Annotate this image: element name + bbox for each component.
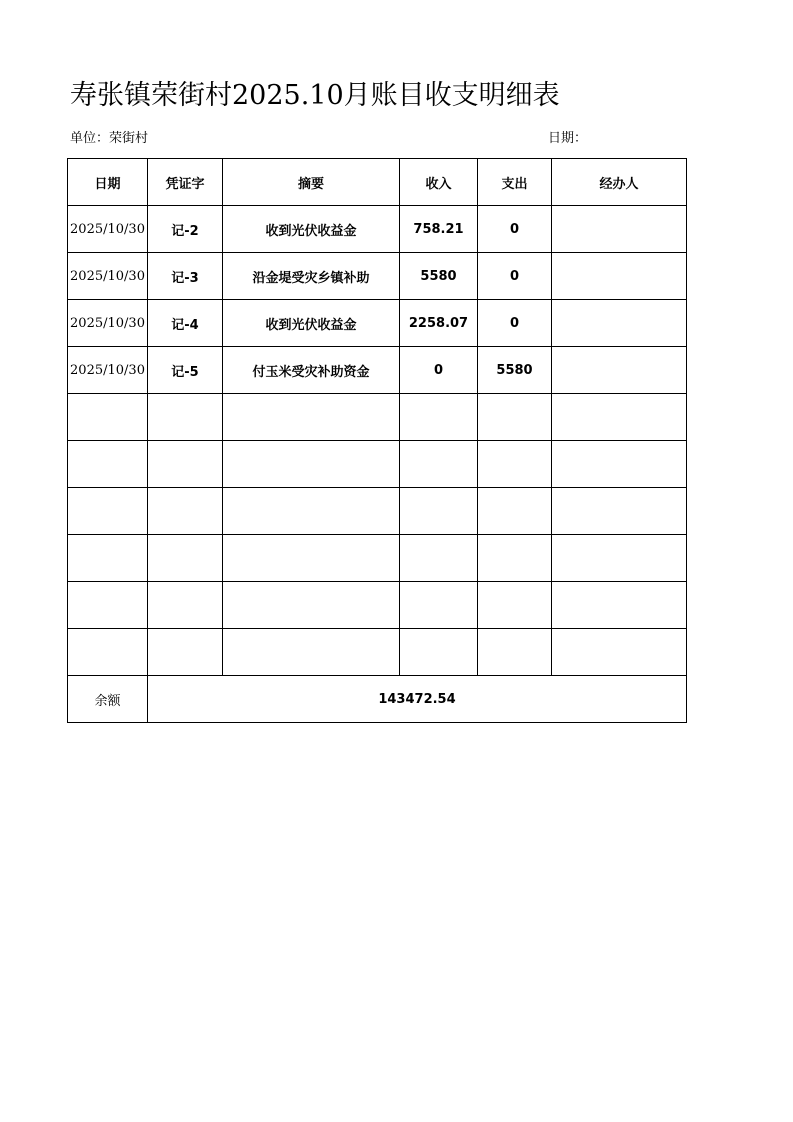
header-voucher: 凭证字	[148, 159, 223, 206]
header-income: 收入	[400, 159, 478, 206]
ledger-table	[67, 158, 687, 723]
empty-cell	[68, 535, 148, 582]
empty-cell	[552, 441, 687, 488]
empty-cell	[400, 441, 478, 488]
cell-summary: 收到光伏收益金	[223, 300, 400, 347]
empty-cell	[478, 488, 552, 535]
empty-row	[68, 629, 687, 676]
cell-handler	[552, 300, 687, 347]
empty-cell	[478, 629, 552, 676]
empty-cell	[223, 629, 400, 676]
empty-cell	[400, 394, 478, 441]
cell-expense: 0	[478, 300, 552, 347]
empty-cell	[552, 394, 687, 441]
empty-row	[68, 394, 687, 441]
balance-label: 余额	[68, 676, 148, 723]
table-row	[68, 347, 687, 394]
cell-voucher: 记-5	[148, 347, 223, 394]
balance-row	[68, 676, 687, 723]
empty-cell	[148, 629, 223, 676]
empty-cell	[148, 394, 223, 441]
empty-cell	[68, 582, 148, 629]
empty-row	[68, 441, 687, 488]
cell-voucher: 记-4	[148, 300, 223, 347]
cell-handler	[552, 347, 687, 394]
cell-expense: 5580	[478, 347, 552, 394]
cell-date: 2025/10/30	[68, 347, 148, 394]
empty-cell	[148, 535, 223, 582]
empty-cell	[400, 488, 478, 535]
cell-date: 2025/10/30	[68, 253, 148, 300]
header-date: 日期	[68, 159, 148, 206]
cell-income: 5580	[400, 253, 478, 300]
empty-cell	[478, 394, 552, 441]
table-row	[68, 300, 687, 347]
empty-cell	[478, 535, 552, 582]
table-row	[68, 253, 687, 300]
empty-cell	[148, 582, 223, 629]
empty-cell	[68, 441, 148, 488]
header-row	[68, 159, 687, 206]
header-handler: 经办人	[552, 159, 687, 206]
empty-row	[68, 535, 687, 582]
cell-summary: 付玉米受灾补助资金	[223, 347, 400, 394]
empty-cell	[68, 394, 148, 441]
empty-cell	[552, 535, 687, 582]
empty-row	[68, 582, 687, 629]
empty-cell	[400, 582, 478, 629]
empty-cell	[400, 535, 478, 582]
empty-cell	[68, 488, 148, 535]
cell-handler	[552, 253, 687, 300]
date-label: 日期：	[548, 131, 588, 146]
empty-cell	[478, 441, 552, 488]
cell-income: 758.21	[400, 206, 478, 253]
cell-summary: 沿金堤受灾乡镇补助	[223, 253, 400, 300]
cell-date: 2025/10/30	[68, 206, 148, 253]
cell-income: 0	[400, 347, 478, 394]
empty-cell	[223, 394, 400, 441]
page-title: 寿张镇荣街村2025.10月账目收支明细表	[70, 80, 560, 111]
balance-value: 143472.54	[148, 676, 687, 723]
cell-handler	[552, 206, 687, 253]
empty-cell	[223, 535, 400, 582]
empty-cell	[552, 582, 687, 629]
empty-cell	[552, 629, 687, 676]
empty-cell	[148, 488, 223, 535]
empty-cell	[478, 582, 552, 629]
empty-row	[68, 488, 687, 535]
empty-cell	[223, 441, 400, 488]
empty-cell	[68, 629, 148, 676]
header-expense: 支出	[478, 159, 552, 206]
cell-voucher: 记-2	[148, 206, 223, 253]
cell-voucher: 记-3	[148, 253, 223, 300]
empty-cell	[223, 488, 400, 535]
empty-cell	[552, 488, 687, 535]
empty-cell	[400, 629, 478, 676]
cell-summary: 收到光伏收益金	[223, 206, 400, 253]
empty-cell	[223, 582, 400, 629]
cell-expense: 0	[478, 253, 552, 300]
header-summary: 摘要	[223, 159, 400, 206]
cell-expense: 0	[478, 206, 552, 253]
unit-label: 单位：荣街村	[70, 131, 149, 146]
cell-income: 2258.07	[400, 300, 478, 347]
empty-cell	[148, 441, 223, 488]
table-row	[68, 206, 687, 253]
cell-date: 2025/10/30	[68, 300, 148, 347]
